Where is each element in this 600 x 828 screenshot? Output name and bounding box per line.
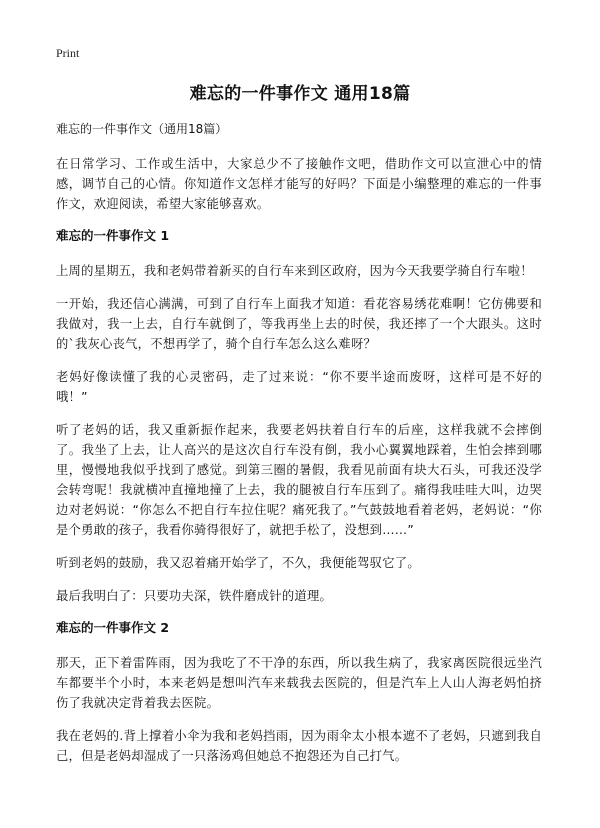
article-subtitle: 难忘的一件事作文（通用18篇） — [56, 122, 228, 136]
print-link[interactable]: Print — [56, 46, 80, 60]
section-2-paragraph-1: 那天，正下着雷阵雨，因为我吃了不干净的东西，所以我生病了，我家离医院很远坐汽车都要半个小时，本来老妈是想叫汽车来载我去医院的，但是汽车上人山人海老妈怕挤伤了我就决定背着我去医院。 — [56, 656, 542, 710]
section-1-paragraph-4: 听了老妈的话，我又重新振作起来，我要老妈扶着自行车的后座，这样我就不会摔倒了。我坐了上去，让人高兴的是这次自行车没有倒，我小心翼翼地踩着，生怕会摔到哪里，慢慢地我似乎找到了感觉。到第三圈的暑假，我看见前面有块大石头，可我还没学会转弯呢！我就横冲直撞地撞了上去，我的腿被自行车压到了。痛得我哇哇大叫，边哭边对老妈说：“你怎么不把自行车拉住呢？痛死我了。”气鼓鼓地看着老妈，老妈说：“你是个勇敢的孩子，我看你骑得很好了，就把手松了，没想到……” — [56, 423, 542, 537]
article-body — [56, 121, 542, 779]
intro-paragraph: 在日常学习、工作或生活中，大家总少不了接触作文吧，借助作文可以宣泄心中的情感，调节自己的心情。你知道作文怎样才能写的好吗？下面是小编整理的难忘的一件事作文，欢迎阅读，希望大家能够喜欢。 — [56, 157, 542, 211]
section-1-paragraph-3: 老妈好像读懂了我的心灵密码，走了过来说：“你不要半途而废呀，这样可是不好的哦！” — [56, 370, 542, 404]
page-title: 难忘的一件事作文 通用18篇 — [189, 84, 411, 104]
section-1-paragraph-2: 一开始，我还信心满满，可到了自行车上面我才知道：看花容易绣花难啊！它仿佛要和我做对，我一上去，自行车就倒了，等我再坐上去的时侯，我还摔了一个大跟头。这时的`我灰心丧气，不想再学了，骑个自行车怎么这么难呀？ — [56, 297, 542, 351]
section-heading-1: 难忘的一件事作文 1 — [56, 228, 170, 243]
section-1-paragraph-6: 最后我明白了：只要功夫深，铁件磨成针的道理。 — [56, 589, 333, 603]
section-1-paragraph-1: 上周的星期五，我和老妈带着新买的自行车来到区政府，因为今天我要学骑自行车啦！ — [56, 264, 533, 278]
section-1-paragraph-5: 听到老妈的鼓励，我又忍着痛开始学了，不久，我便能驾驭它了。 — [56, 556, 420, 570]
section-2-paragraph-2: 我在老妈的.背上撑着小伞为我和老妈挡雨，因为雨伞太小根本遮不了老妈，只遮到我自己，但是老妈却湿成了一只落汤鸡但她总不抱怨还为自己打气。 — [56, 729, 542, 763]
section-heading-2: 难忘的一件事作文 2 — [56, 620, 170, 635]
